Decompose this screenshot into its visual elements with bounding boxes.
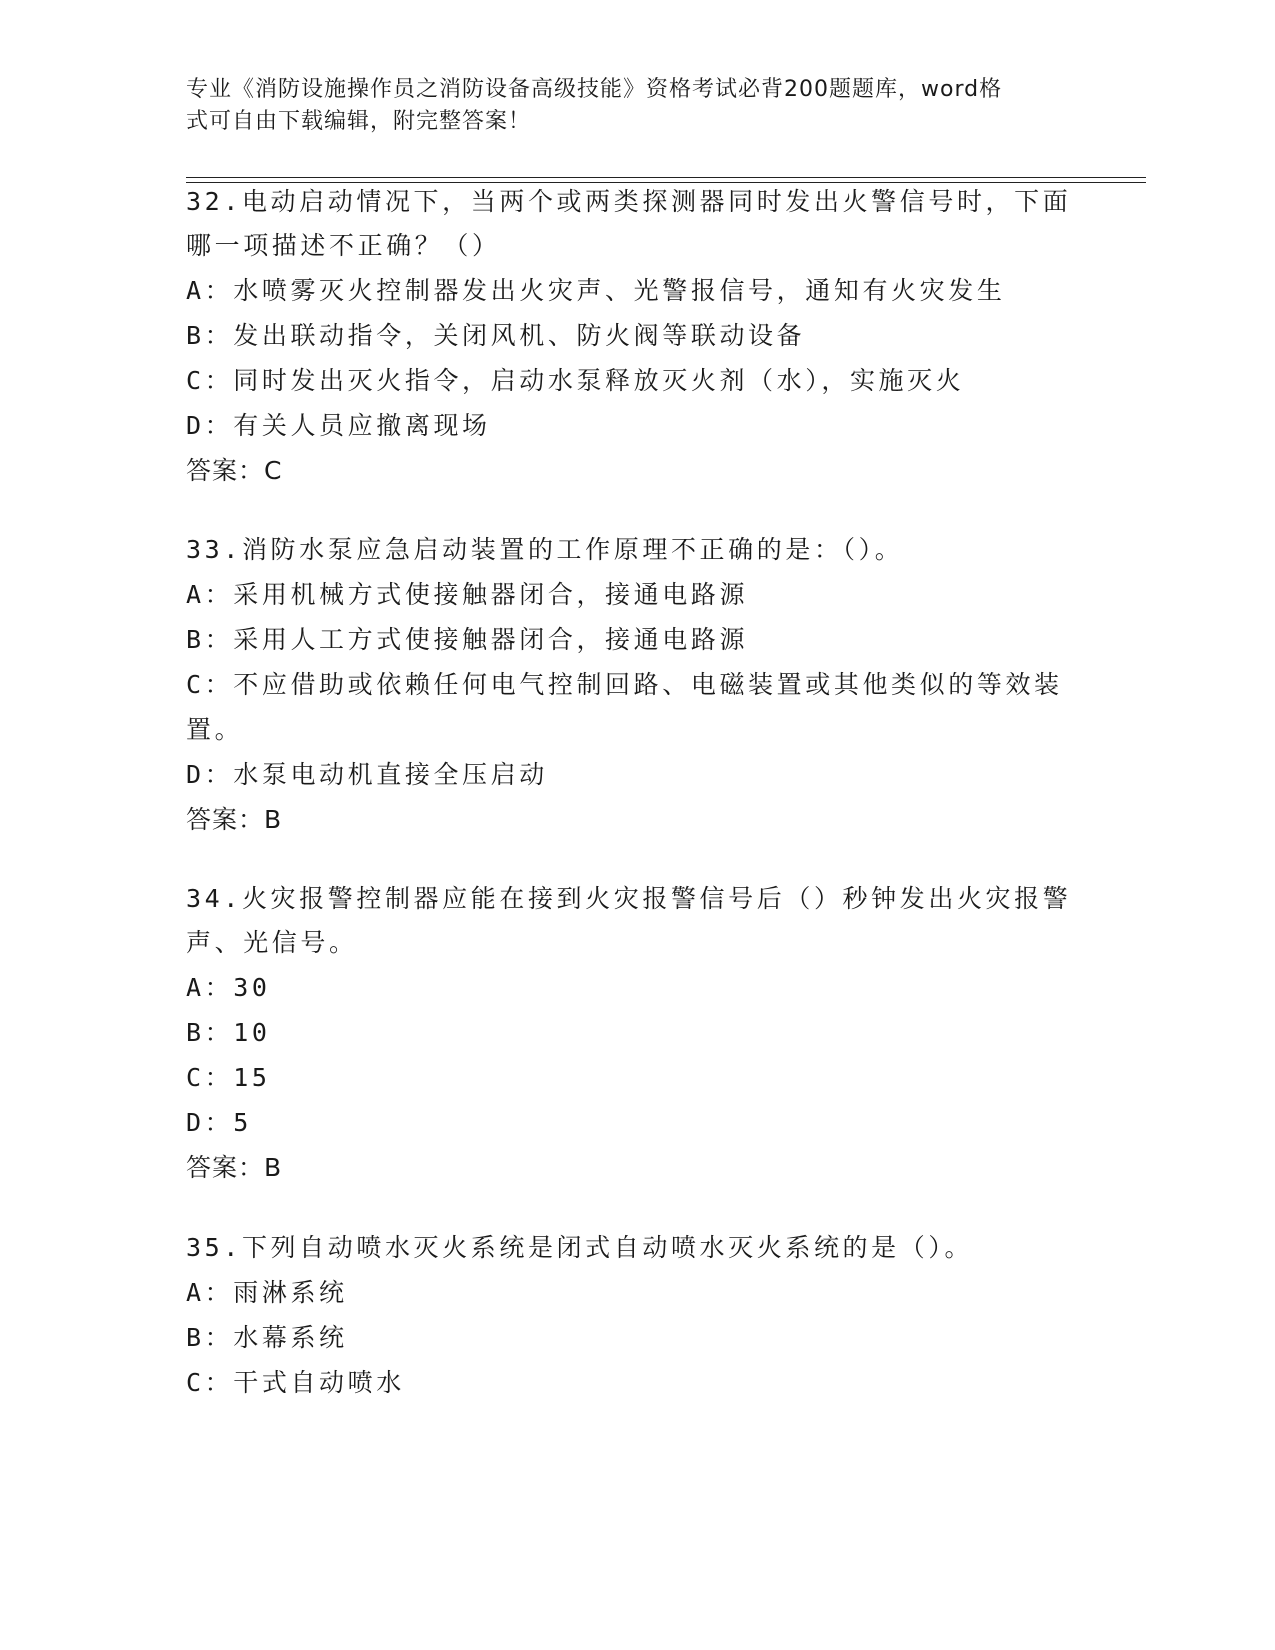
answer: 答案：B [186, 805, 283, 834]
answer: 答案：C [186, 456, 283, 485]
document-header [186, 74, 1086, 138]
option-d: D：有关人员应撤离现场 [186, 411, 491, 440]
question-stem [186, 1226, 1086, 1270]
option-b: B：采用人工方式使接触器闭合，接通电路源 [186, 625, 749, 654]
option-c: C：不应借助或依赖任何电气控制回路、电磁装置或其他类似的等效装 [186, 670, 1063, 699]
option-c: C：15 [186, 1063, 271, 1092]
question-33 [186, 528, 1086, 842]
option-b: B：发出联动指令，关闭风机、防火阀等联动设备 [186, 321, 806, 350]
option-d: D：5 [186, 1108, 252, 1137]
header-line-2: 式可自由下载编辑，附完整答案！ [186, 109, 532, 134]
question-35 [186, 1226, 1086, 1405]
stem-line: 声、光信号。 [186, 928, 358, 957]
stem-line: 哪一项描述不正确？（） [186, 231, 501, 260]
stem-line: 34.火灾报警控制器应能在接到火灾报警信号后（）秒钟发出火灾报警 [186, 884, 1072, 913]
option-a: A：30 [186, 973, 271, 1002]
stem-line: 32.电动启动情况下，当两个或两类探测器同时发出火警信号时，下面 [186, 187, 1072, 216]
stem-line: 35.下列自动喷水灭火系统是闭式自动喷水灭火系统的是（）。 [186, 1233, 974, 1262]
question-32 [186, 180, 1086, 493]
question-stem [186, 528, 1086, 572]
option-b: B：10 [186, 1018, 271, 1047]
header-divider-top [186, 177, 1146, 178]
question-34 [186, 877, 1086, 1190]
option-c: C：干式自动喷水 [186, 1368, 405, 1397]
stem-line: 33.消防水泵应急启动装置的工作原理不正确的是：（）。 [186, 535, 904, 564]
option-a: A：水喷雾灭火控制器发出火灾声、光警报信号，通知有火灾发生 [186, 276, 1006, 305]
option-c-continued: 置。 [186, 715, 244, 744]
option-c: C：同时发出灭火指令，启动水泵释放灭火剂（水），实施灭火 [186, 366, 965, 395]
question-stem [186, 180, 1086, 268]
header-line-1: 专业《消防设施操作员之消防设备高级技能》资格考试必背200题题库，word格 [186, 77, 1003, 102]
question-stem [186, 877, 1086, 965]
answer: 答案：B [186, 1153, 283, 1182]
option-a: A：雨淋系统 [186, 1278, 348, 1307]
option-a: A：采用机械方式使接触器闭合，接通电路源 [186, 580, 749, 609]
option-d: D：水泵电动机直接全压启动 [186, 760, 548, 789]
option-b: B：水幕系统 [186, 1323, 348, 1352]
